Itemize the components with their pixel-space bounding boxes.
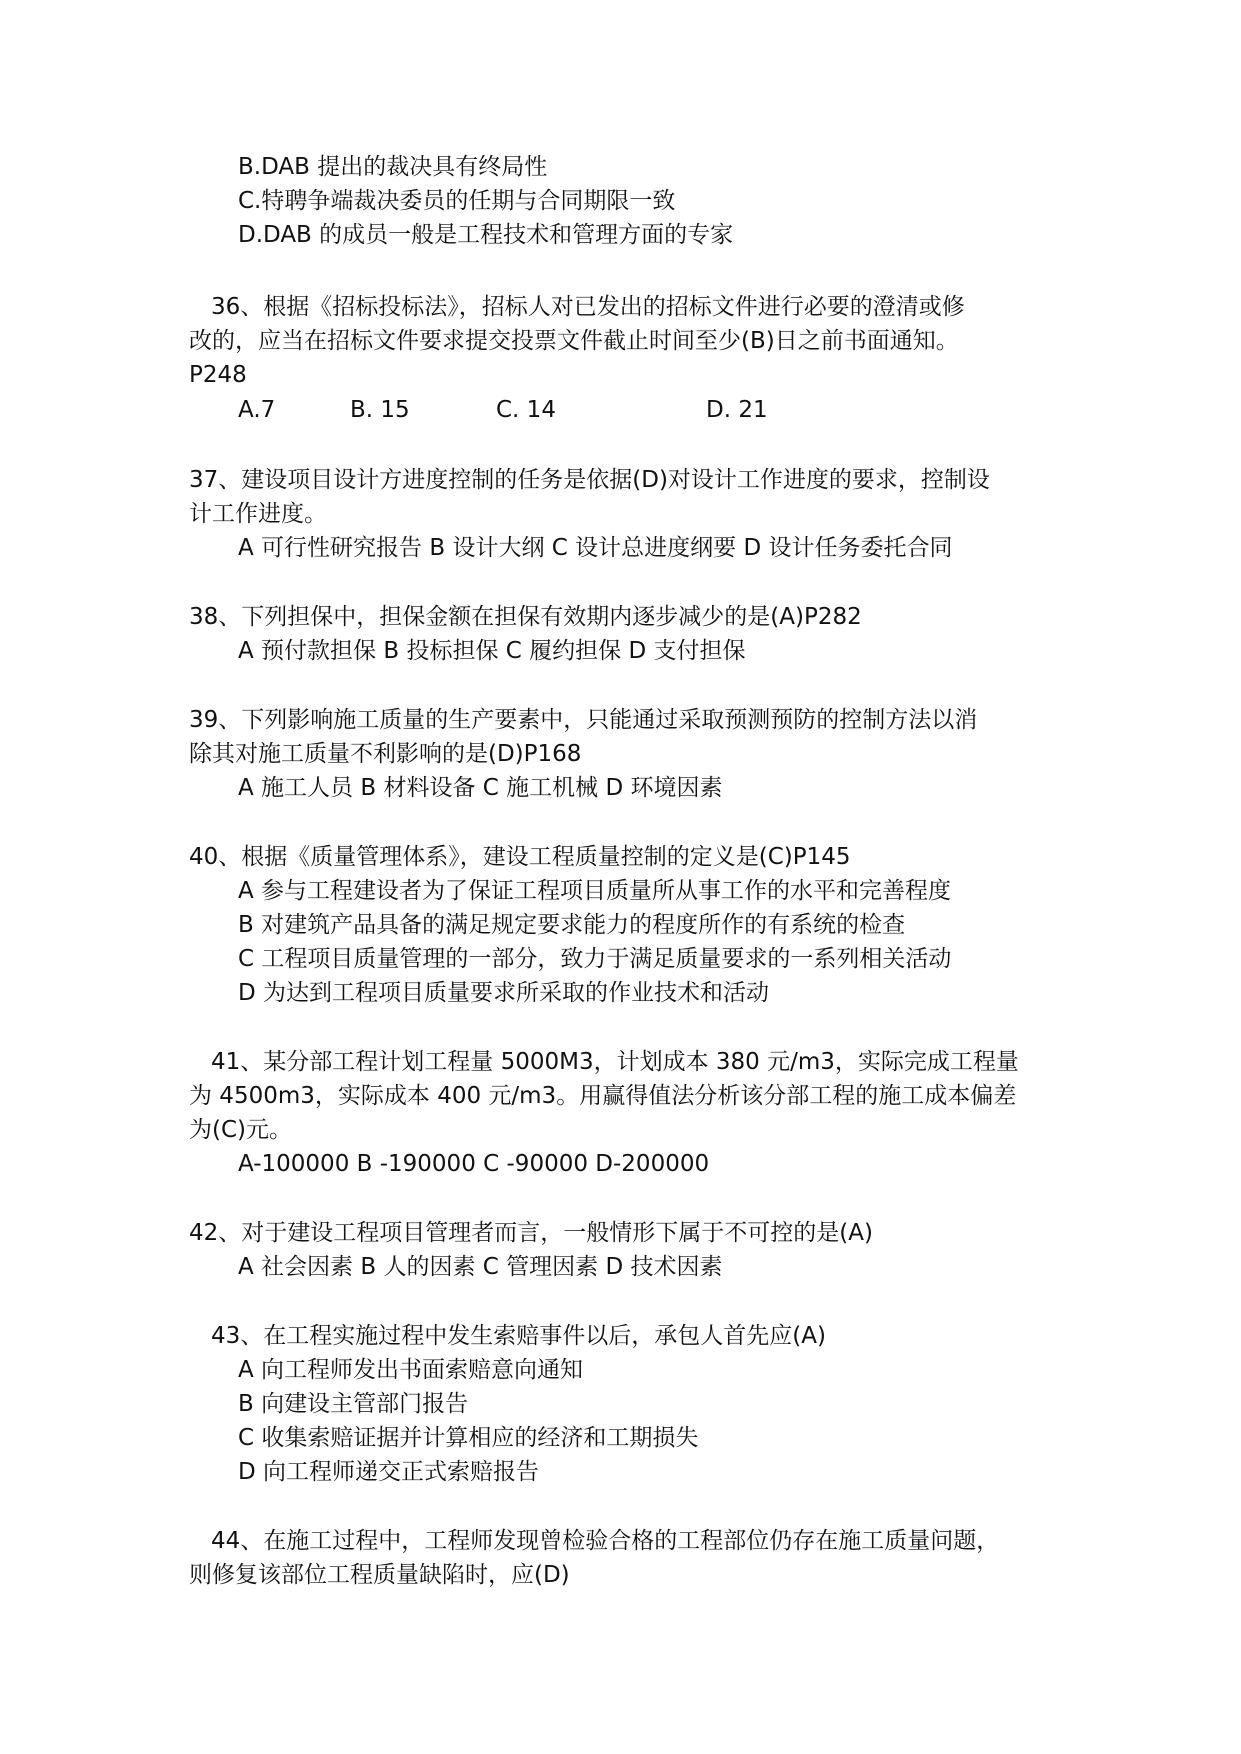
question-36-line: 36、根据《招标投标法》，招标人对已发出的招标文件进行必要的澄清或修 (211, 294, 965, 320)
option-c: C. 14 (496, 397, 556, 423)
option-line: B 向建设主管部门报告 (238, 1391, 469, 1417)
option-line: A 施工人员 B 材料设备 C 施工机械 D 环境因素 (238, 775, 723, 801)
option-line: A 预付款担保 B 投标担保 C 履约担保 D 支付担保 (238, 638, 746, 664)
question-42-line: 42、对于建设工程项目管理者而言，一般情形下属于不可控的是(A) (189, 1220, 873, 1246)
option-line: D.DAB 的成员一般是工程技术和管理方面的专家 (238, 222, 734, 248)
question-41-line: 为(C)元。 (189, 1117, 293, 1143)
question-37-line: 37、建设项目设计方进度控制的任务是依据(D)对设计工作进度的要求，控制设 (189, 467, 990, 493)
option-b: B. 15 (350, 397, 410, 423)
question-43-line: 43、在工程实施过程中发生索赔事件以后，承包人首先应(A) (211, 1323, 826, 1349)
option-line: C 收集索赔证据并计算相应的经济和工期损失 (238, 1425, 699, 1451)
question-39-line: 39、下列影响施工质量的生产要素中，只能通过采取预测预防的控制方法以消 (189, 707, 978, 733)
question-40-line: 40、根据《质量管理体系》，建设工程质量控制的定义是(C)P145 (189, 844, 851, 870)
option-line: C.特聘争端裁决委员的任期与合同期限一致 (238, 188, 676, 214)
question-41-line: 41、某分部工程计划工程量 5000M3，计划成本 380 元/m3，实际完成工程量 (211, 1049, 1019, 1075)
question-36-line: P248 (189, 362, 247, 388)
question-37-line: 计工作进度。 (189, 501, 327, 527)
question-39-line: 除其对施工质量不利影响的是(D)P168 (189, 741, 582, 767)
option-line: A 向工程师发出书面索赔意向通知 (238, 1357, 584, 1383)
option-line: D 向工程师递交正式索赔报告 (238, 1459, 540, 1485)
option-line: A 社会因素 B 人的因素 C 管理因素 D 技术因素 (238, 1254, 723, 1280)
question-38-line: 38、下列担保中，担保金额在担保有效期内逐步减少的是(A)P282 (189, 604, 862, 630)
option-line: A 可行性研究报告 B 设计大纲 C 设计总进度纲要 D 设计任务委托合同 (238, 535, 953, 561)
question-36-line: 改的，应当在招标文件要求提交投票文件截止时间至少(B)日之前书面通知。 (189, 328, 959, 354)
option-line: C 工程项目质量管理的一部分，致力于满足质量要求的一系列相关活动 (238, 946, 952, 972)
option-line: A-100000 B -190000 C -90000 D-200000 (238, 1151, 710, 1177)
option-line: A 参与工程建设者为了保证工程项目质量所从事工作的水平和完善程度 (238, 878, 952, 904)
option-d: D. 21 (706, 397, 768, 423)
option-line: B.DAB 提出的裁决具有终局性 (238, 154, 548, 180)
option-a: A.7 (238, 397, 276, 423)
question-44-line: 44、在施工过程中，工程师发现曾检验合格的工程部位仍存在施工质量问题， (211, 1528, 1000, 1554)
option-line: B 对建筑产品具备的满足规定要求能力的程度所作的有系统的检查 (238, 912, 906, 938)
option-line: D 为达到工程项目质量要求所采取的作业技术和活动 (238, 980, 770, 1006)
question-44-line: 则修复该部位工程质量缺陷时，应(D) (189, 1562, 570, 1588)
question-41-line: 为 4500m3，实际成本 400 元/m3。用赢得值法分析该分部工程的施工成本偏差 (189, 1083, 1017, 1109)
